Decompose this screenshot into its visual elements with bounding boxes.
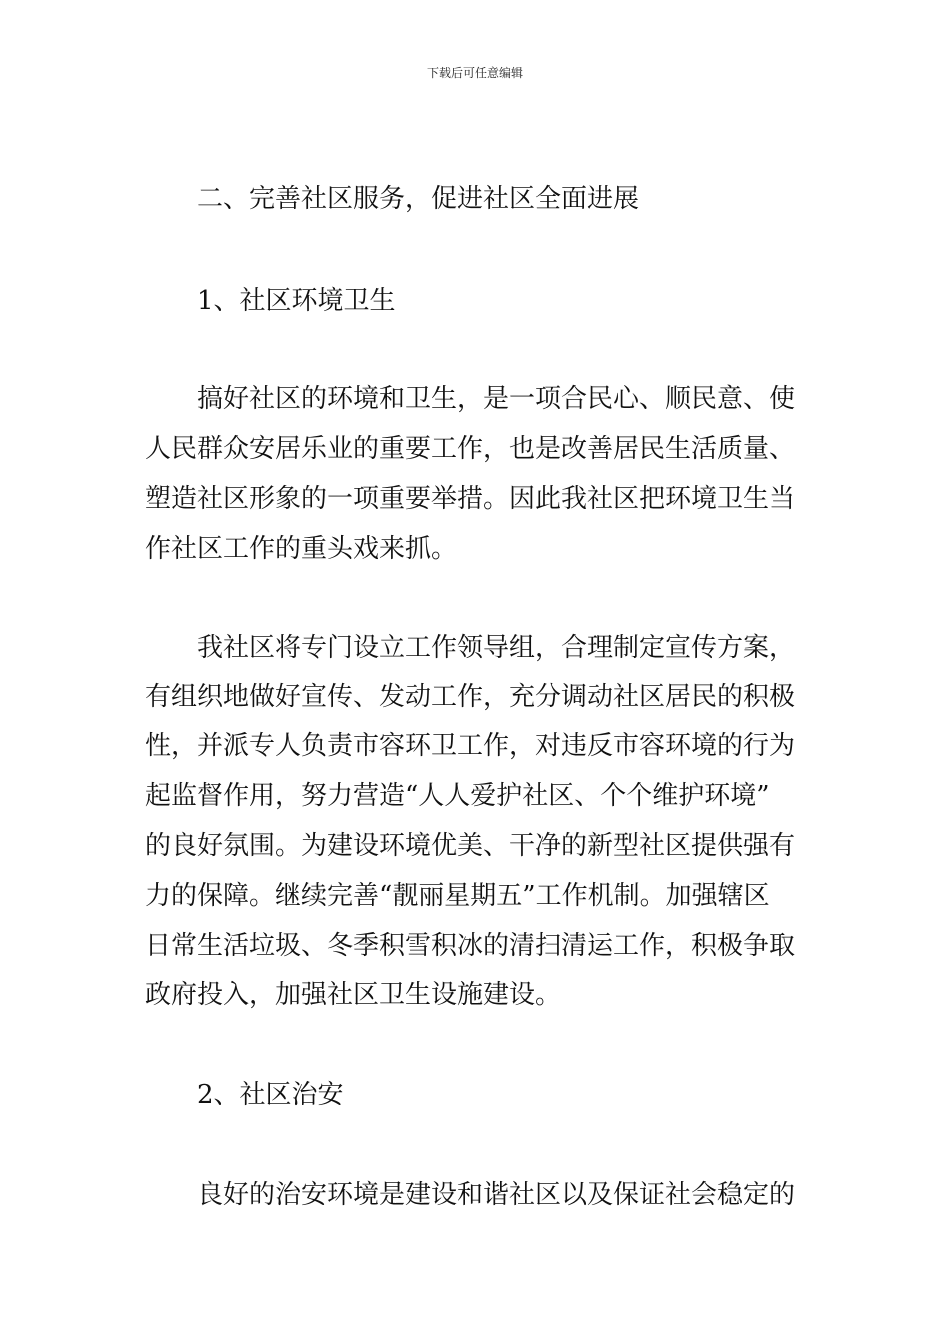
- paragraph-line: 的良好氛围。为建设环境优美、干净的新型社区提供强有: [145, 831, 796, 861]
- paragraph-line: 人民群众安居乐业的重要工作，也是改善居民生活质量、: [145, 434, 796, 464]
- paragraph-line: 作社区工作的重头戏来抓。: [145, 534, 458, 564]
- paragraph-line: 政府投入，加强社区卫生设施建设。: [145, 980, 562, 1010]
- subsection-1-title: 1、社区环境卫生: [197, 286, 396, 316]
- paragraph-line: 搞好社区的环境和卫生，是一项合民心、顺民意、使: [197, 384, 796, 414]
- paragraph-line: 有组织地做好宣传、发动工作，充分调动社区居民的积极: [145, 682, 796, 712]
- paragraph-line: 日常生活垃圾、冬季积雪积冰的清扫清运工作，积极争取: [145, 931, 796, 961]
- paragraph-line: 我社区将专门设立工作领导组，合理制定宣传方案，: [197, 633, 796, 663]
- paragraph-line: 起监督作用，努力营造“人人爱护社区、个个维护环境”: [145, 781, 770, 811]
- subsection-2-title: 2、社区治安: [197, 1080, 344, 1110]
- paragraph-line: 塑造社区形象的一项重要举措。因此我社区把环境卫生当: [145, 484, 796, 514]
- paragraph-line: 力的保障。继续完善“靓丽星期五”工作机制。加强辖区: [145, 881, 770, 911]
- page-header: 下载后可任意编辑: [426, 66, 523, 80]
- section-title: 二、完善社区服务，促进社区全面进展: [197, 184, 640, 214]
- paragraph-line: 性，并派专人负责市容环卫工作，对违反市容环境的行为: [145, 731, 796, 761]
- paragraph-line: 良好的治安环境是建设和谐社区以及保证社会稳定的: [197, 1180, 796, 1210]
